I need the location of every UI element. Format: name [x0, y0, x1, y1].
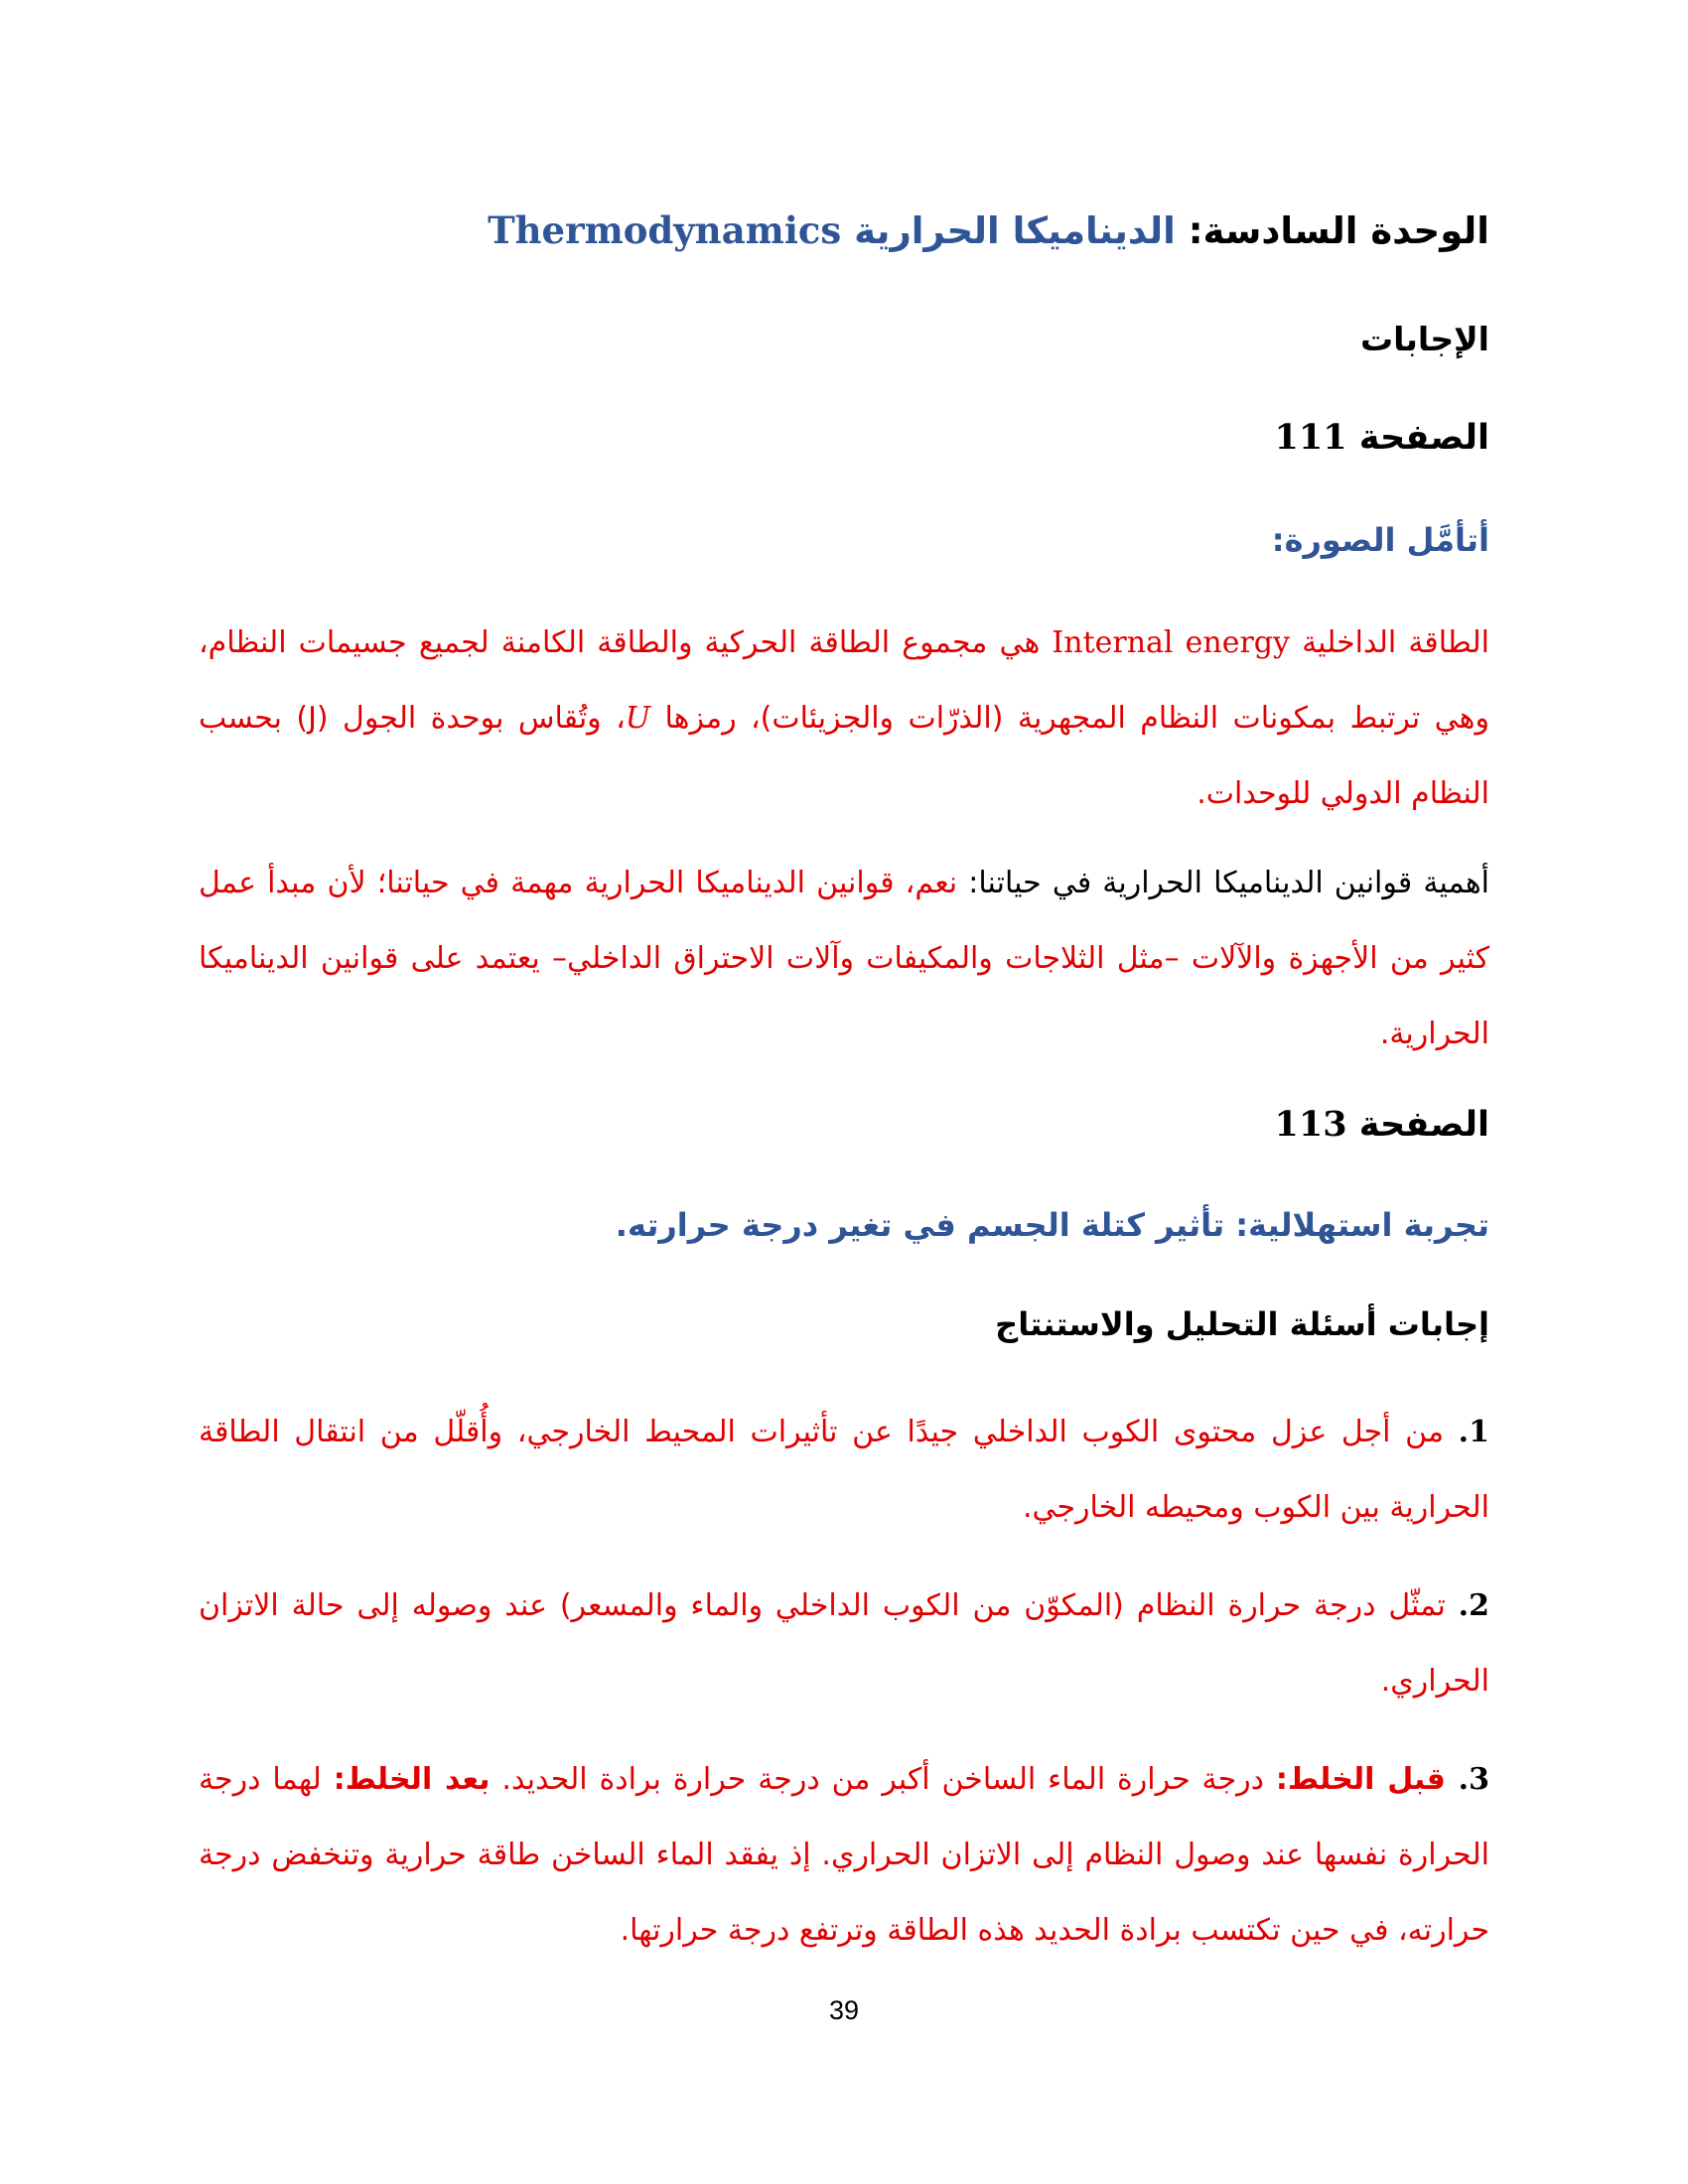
internal-energy-term: Internal energy	[1052, 625, 1290, 660]
importance-paragraph	[199, 846, 1489, 1072]
answer-1-text: من أجل عزل محتوى الكوب الداخلي جيدًا عن تأثيرات المحيط الخارجي، وأُقلّل من انتقال الطاقة الحرارية بين الكوب ومحيطه الخارجي.	[199, 1415, 1489, 1525]
answer-3	[199, 1742, 1489, 1969]
answer-3-after-label: بعد الخلط:	[333, 1762, 491, 1797]
unit-heading-prefix: الوحدة السادسة:	[1175, 209, 1489, 252]
page-number: 39	[828, 1995, 860, 2025]
page-111-heading	[1274, 417, 1489, 458]
internal-energy-part2: هي مجموع الطاقة الحركية والطاقة الكامنة لجميع جسيمات النظام، وهي ترتبط بمكونات النظام المجهرية (الذرّات والجزيئات)، رمزها	[199, 625, 1489, 736]
answer-3-before-text: درجة حرارة الماء الساخن أكبر من درجة حرارة برادة الحديد.	[490, 1762, 1276, 1797]
importance-text: نعم، قوانين الديناميكا الحرارية مهمة في حياتنا؛ لأن مبدأ عمل كثير من الأجهزة والآلات –مثل الثلاجات والمكيفات وآلات الاحتراق الداخلي– يعتمد على قوانين الديناميكا الحرارية.	[199, 866, 1489, 1051]
page-111-number: 111	[1274, 417, 1347, 458]
page-111-label: الصفحة	[1346, 418, 1489, 458]
answer-1-number: 1.	[1458, 1415, 1489, 1449]
internal-energy-part3: ، وتُقاس بوحدة الجول (J) بحسب النظام الدولي للوحدات.	[199, 701, 1489, 811]
analysis-heading: إجابات أسئلة التحليل والاستنتاج	[995, 1305, 1489, 1343]
answer-2-number: 2.	[1458, 1588, 1489, 1623]
page-113-number: 113	[1274, 1104, 1347, 1145]
importance-label: أهمية قوانين الديناميكا الحرارية في حياتنا:	[957, 866, 1489, 900]
answer-3-before-label: قبل الخلط:	[1275, 1762, 1459, 1797]
unit-heading-title-en: Thermodynamics	[488, 208, 842, 252]
internal-energy-paragraph	[199, 606, 1489, 832]
unit-heading	[488, 208, 1489, 252]
answer-2-text: تمثّل درجة حرارة النظام (المكوّن من الكوب الداخلي والماء والمسعر) عند وصوله إلى حالة الاتزان الحراري.	[199, 1588, 1489, 1699]
unit-heading-title-ar: الديناميكا الحرارية	[841, 209, 1176, 252]
observe-heading: أتأمَّل الصورة:	[1271, 521, 1489, 559]
answer-2	[199, 1569, 1489, 1719]
answer-1	[199, 1395, 1489, 1546]
internal-energy-symbol: U	[625, 701, 651, 736]
page-113-heading	[1274, 1104, 1489, 1145]
answer-3-number: 3.	[1458, 1762, 1489, 1797]
page-113-label: الصفحة	[1346, 1105, 1489, 1145]
experiment-heading: تجربة استهلالية: تأثير كتلة الجسم في تغير درجة حرارته.	[615, 1206, 1489, 1244]
answers-heading: الإجابات	[1359, 320, 1489, 358]
internal-energy-part1: الطاقة الداخلية	[1289, 625, 1489, 660]
answer-3-after-text: لهما درجة الحرارة نفسها عند وصول النظام إلى الاتزان الحراري. إذ يفقد الماء الساخن طاقة حرارية وتنخفض درجة حرارته، في حين تكتسب برادة الحديد هذه الطاقة وترتفع درجة حرارتها.	[199, 1762, 1489, 1948]
